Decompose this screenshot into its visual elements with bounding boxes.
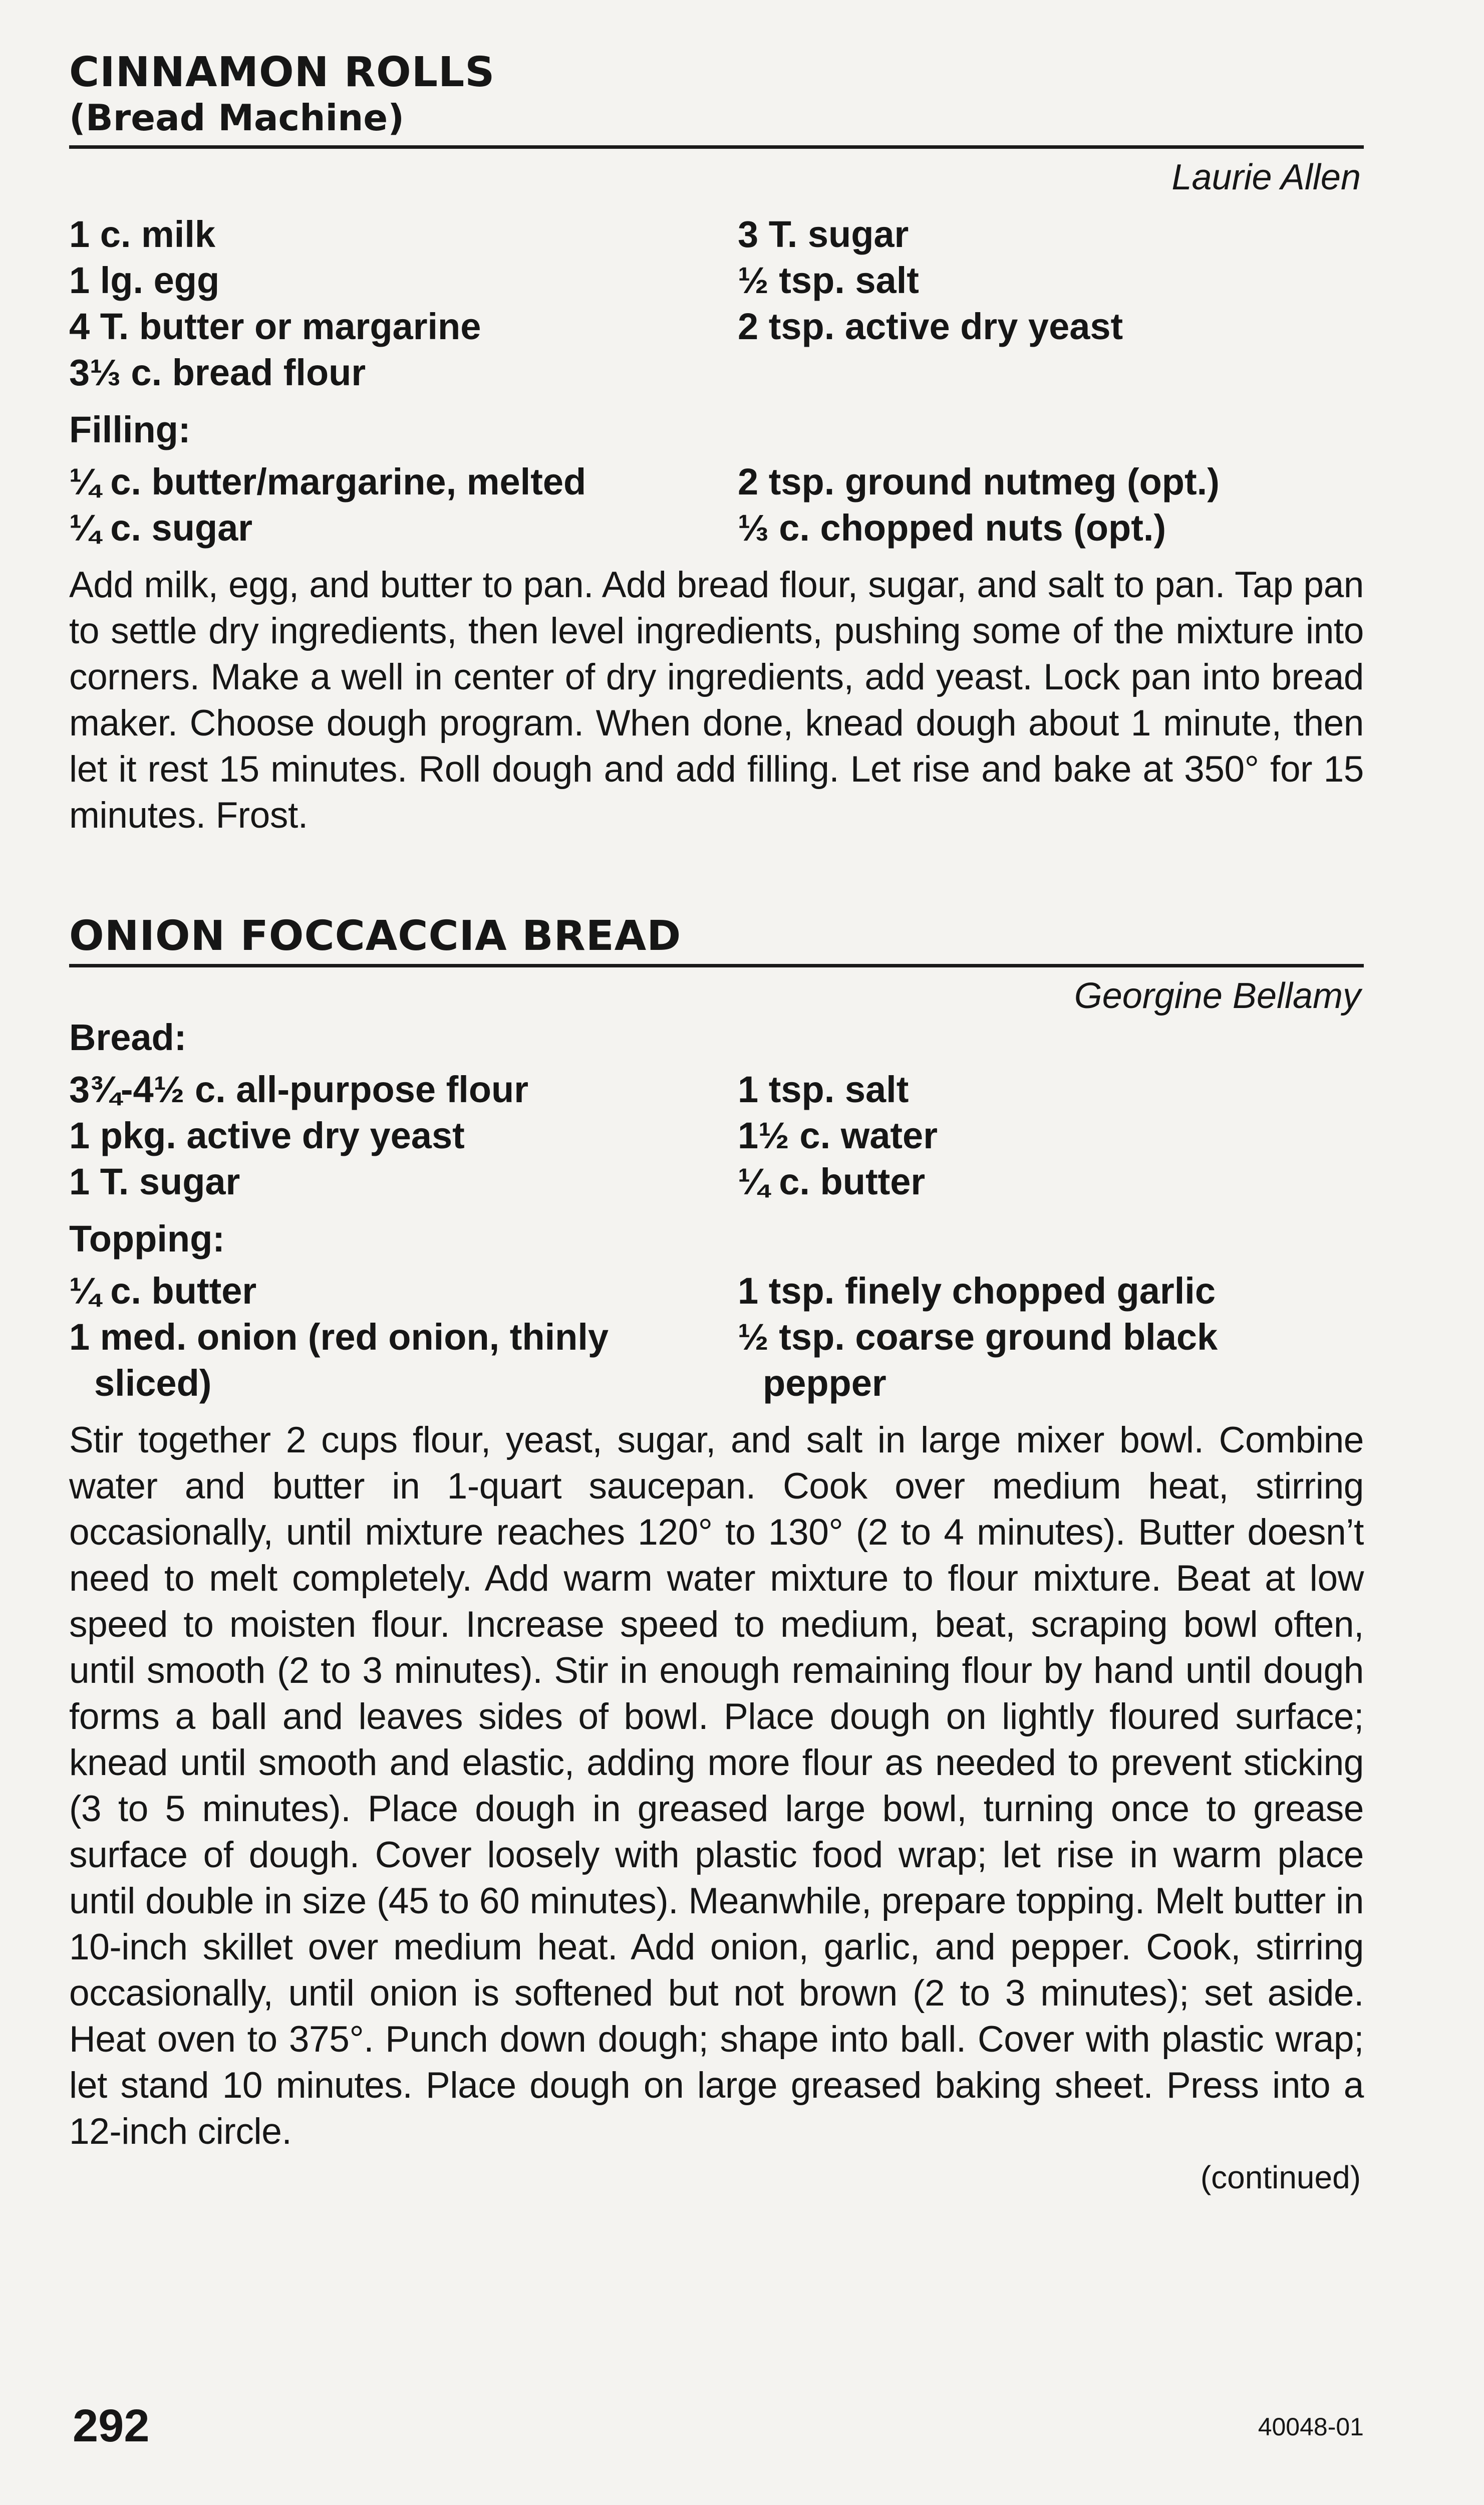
- recipe-author: Laurie Allen: [1171, 157, 1361, 198]
- filling-label: Filling:: [69, 408, 191, 450]
- ingredient-item: 4 T. butter or margarine: [69, 305, 481, 347]
- recipe-directions: Add milk, egg, and butter to pan. Add bread flour, sugar, and salt to pan. Tap pan to settle dry ingredients, then level ingredients, pushing some of the mixture into corners. Make a well in center of dry ingredients, add yeast. Lock pan into bread maker. Choose dough program. When done, knead dough about 1 minute, then let it rest 15 minutes. Roll dough and add filling. Let rise and bake at 350° for 15 minutes. Frost.: [69, 564, 1364, 836]
- topping-ingredient-list: [69, 1268, 1364, 1406]
- recipe-title: CINNAMON ROLLS: [69, 49, 495, 96]
- page-number: 292: [73, 2400, 150, 2451]
- recipe-author: Georgine Bellamy: [1074, 975, 1361, 1016]
- title-rule: [69, 145, 1364, 149]
- topping-left-column: [69, 1268, 738, 1406]
- ingredient-item: ⅓ c. chopped nuts (opt.): [738, 507, 1166, 549]
- ingredient-item: ¼ c. butter: [738, 1161, 926, 1203]
- title-rule: [69, 964, 1364, 967]
- ingredient-item: 1½ c. water: [738, 1115, 938, 1157]
- ingredient-item: 1 pkg. active dry yeast: [69, 1115, 465, 1157]
- ingredient-item: 3¾-4½ c. all-purpose flour: [69, 1069, 529, 1111]
- filling-list: [69, 459, 1364, 551]
- ingredient-item: 1 lg. egg: [69, 259, 220, 301]
- print-code: 40048-01: [1258, 2413, 1364, 2441]
- bread-right-column: [738, 1067, 1364, 1205]
- ingredient-item: 1 med. onion (red onion, thinly: [69, 1316, 609, 1358]
- recipe-directions: Stir together 2 cups flour, yeast, sugar, and salt in large mixer bowl. Combine water and butter in 1-quart saucepan. Cook over medium heat, stirring occasionally, until mixture reaches 120° to 130° (2 to 4 minutes). Butter doesn’t need to melt completely. Add warm water mixture to flour mixture. Beat at low speed to moisten flour. Increase speed to medium, beat, scraping bowl often, until smooth (2 to 3 minutes). Stir in enough remaining flour by hand until dough forms a ball and leaves sides of bowl. Place dough on lightly floured surface; knead until smooth and elastic, adding more flour as needed to prevent sticking (3 to 5 minutes). Place dough in greased large bowl, turning once to grease surface of dough. Cover loosely with plastic food wrap; let rise in warm place until double in size (45 to 60 minutes). Meanwhile, prepare topping. Melt butter in 10-inch skillet over medium heat. Add onion, garlic, and pepper. Cook, stirring occasionally, until onion is softened but not brown (2 to 3 minutes); set aside. Heat oven to 375°. Punch down dough; shape into ball. Cover with plastic wrap; let stand 10 minutes. Place dough on large greased baking sheet. Press into a 12-inch circle.: [69, 1420, 1364, 2152]
- recipe-subtitle: (Bread Machine): [69, 97, 405, 139]
- ingredient-item: 3 T. sugar: [738, 213, 909, 255]
- ingredient-item: 2 tsp. active dry yeast: [738, 305, 1123, 347]
- ingredient-item: ¼ c. butter: [69, 1270, 257, 1312]
- ingredient-item-continuation: sliced): [94, 1362, 212, 1404]
- topping-right-column: [738, 1268, 1364, 1406]
- ingredient-item: ½ tsp. coarse ground black: [738, 1316, 1218, 1358]
- ingredient-item: ¼ c. sugar: [69, 507, 253, 549]
- ingredient-item: ½ tsp. salt: [738, 259, 919, 301]
- ingredient-item: 1 c. milk: [69, 213, 216, 255]
- ingredients-right-column: [738, 211, 1364, 396]
- recipe-page: [69, 50, 1364, 2196]
- ingredient-item-continuation: pepper: [763, 1362, 886, 1404]
- recipe-onion-foccaccia: [69, 914, 1364, 2196]
- ingredients-left-column: [69, 211, 738, 396]
- ingredient-item: 1 tsp. salt: [738, 1069, 909, 1111]
- bread-label: Bread:: [69, 1017, 187, 1059]
- ingredient-item: 3⅓ c. bread flour: [69, 351, 366, 393]
- filling-left-column: [69, 459, 738, 551]
- filling-right-column: [738, 459, 1364, 551]
- ingredient-item: 1 tsp. finely chopped garlic: [738, 1270, 1216, 1312]
- bread-left-column: [69, 1067, 738, 1205]
- ingredient-item: 2 tsp. ground nutmeg (opt.): [738, 460, 1220, 503]
- ingredient-item: ¼ c. butter/margarine, melted: [69, 460, 586, 503]
- ingredient-item: 1 T. sugar: [69, 1161, 240, 1203]
- continued-note: (continued): [1200, 2159, 1361, 2196]
- recipe-cinnamon-rolls: [69, 50, 1364, 839]
- recipe-title: ONION FOCCACCIA BREAD: [69, 912, 682, 960]
- ingredient-list: [69, 211, 1364, 396]
- topping-label: Topping:: [69, 1218, 225, 1260]
- bread-ingredient-list: [69, 1067, 1364, 1205]
